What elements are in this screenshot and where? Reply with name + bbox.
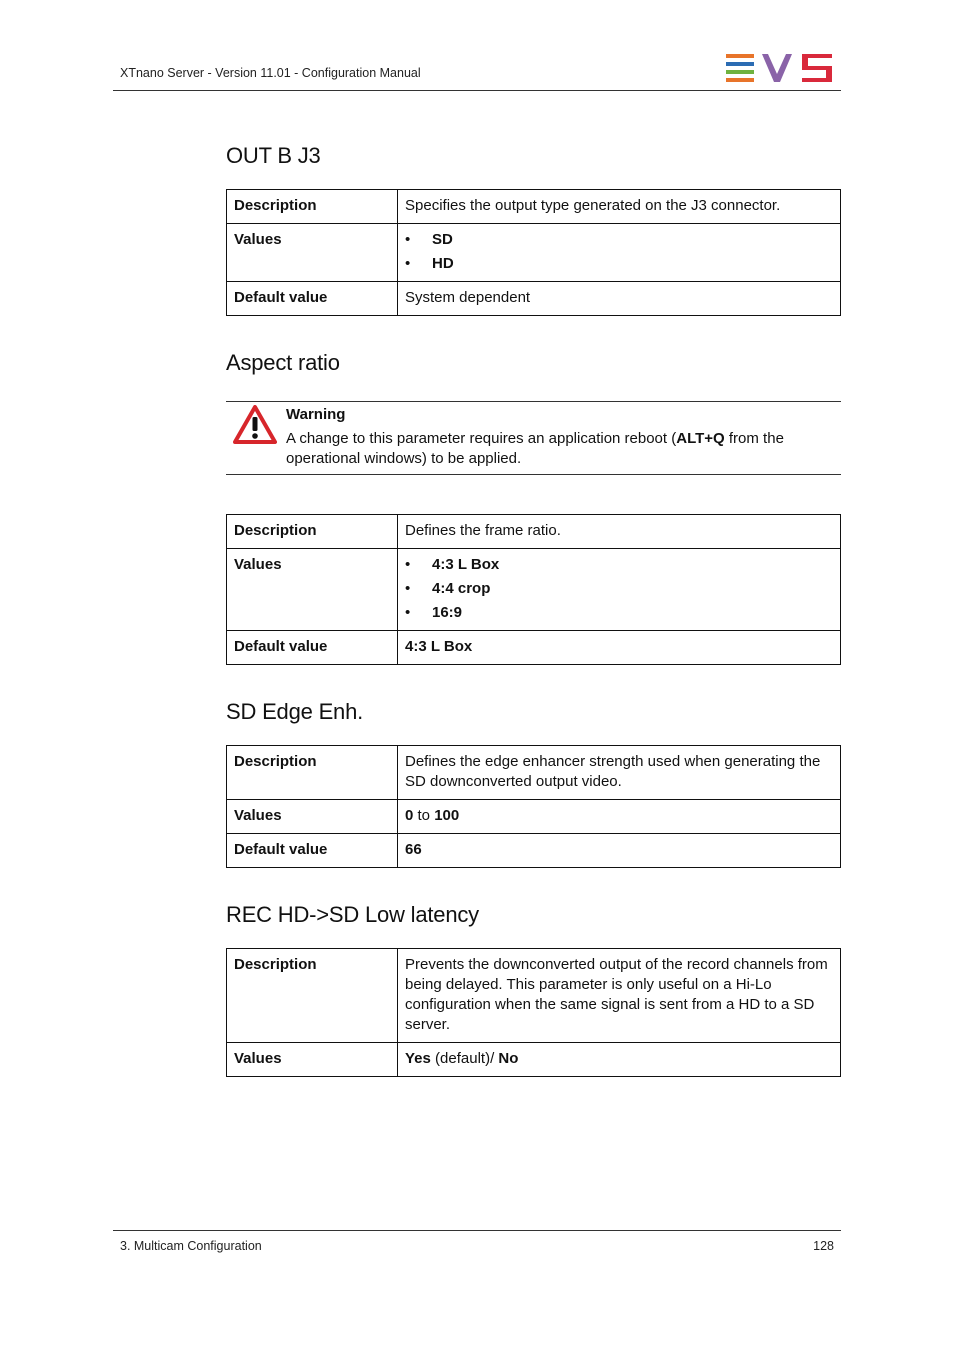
- row-value: Prevents the downconverted output of the record channels from being delayed. This parameter is only useful on a Hi-Lo configuration when the same signal is sent from a HD to a SD server.: [398, 949, 841, 1043]
- warning-text: A change to this parameter requires an application reboot (ALT+Q from the operational windows) to be applied.: [286, 430, 784, 467]
- table-row: [227, 1043, 841, 1077]
- warning-note: [226, 401, 841, 475]
- table-row: [227, 631, 841, 665]
- evs-logo: [726, 54, 834, 82]
- row-label: Values: [227, 1043, 398, 1077]
- list-item: • 16:9: [405, 604, 463, 621]
- param-table-sd-edge-enh: [226, 745, 841, 868]
- page-header: [113, 50, 841, 91]
- param-table-rec-hd-sd-low-latency: [226, 948, 841, 1077]
- list-item: • HD: [405, 255, 454, 272]
- footer-section: 3. Multicam Configuration: [120, 1239, 262, 1253]
- table-row: [227, 800, 841, 834]
- row-label: Default value: [227, 631, 398, 665]
- row-label: Description: [227, 515, 398, 549]
- param-table-aspect-ratio: [226, 514, 841, 665]
- row-value: Defines the edge enhancer strength used when generating the SD downconverted output video.: [398, 746, 841, 800]
- row-label: Description: [227, 746, 398, 800]
- list-item: • SD: [405, 231, 453, 248]
- row-label: Default value: [227, 282, 398, 316]
- document-title: XTnano Server - Version 11.01 - Configuration Manual: [120, 66, 421, 80]
- row-label: Description: [227, 949, 398, 1043]
- table-row: [227, 549, 841, 631]
- page-footer: [113, 1230, 841, 1255]
- warning-icon: [233, 405, 277, 445]
- table-row: [227, 282, 841, 316]
- section-title-aspect-ratio: Aspect ratio: [226, 350, 340, 375]
- row-value: [398, 224, 841, 282]
- table-row: [227, 224, 841, 282]
- row-value: Defines the frame ratio.: [398, 515, 841, 549]
- row-label: Default value: [227, 834, 398, 868]
- table-row: [227, 190, 841, 224]
- section-title-sd-edge-enh: SD Edge Enh.: [226, 699, 364, 724]
- table-row: [227, 746, 841, 800]
- table-row: [227, 834, 841, 868]
- list-item: • 4:4 crop: [405, 580, 491, 597]
- row-value: [398, 549, 841, 631]
- row-value: 4:3 L Box: [398, 631, 841, 665]
- row-value: Specifies the output type generated on the J3 connector.: [398, 190, 841, 224]
- row-value: System dependent: [398, 282, 841, 316]
- section-title-out-b-j3: OUT B J3: [226, 143, 321, 168]
- warning-title: Warning: [286, 406, 346, 423]
- section-title-rec-hd-sd-low-latency: REC HD->SD Low latency: [226, 902, 479, 927]
- row-label: Values: [227, 224, 398, 282]
- table-row: [227, 949, 841, 1043]
- page-number: 128: [813, 1239, 834, 1253]
- row-value: Yes (default)/ No: [398, 1043, 841, 1077]
- table-row: [227, 515, 841, 549]
- row-label: Description: [227, 190, 398, 224]
- row-value: 66: [398, 834, 841, 868]
- row-label: Values: [227, 800, 398, 834]
- list-item: • 4:3 L Box: [405, 556, 500, 573]
- row-value: 0 to 100: [398, 800, 841, 834]
- row-label: Values: [227, 549, 398, 631]
- param-table-out-b-j3: [226, 189, 841, 316]
